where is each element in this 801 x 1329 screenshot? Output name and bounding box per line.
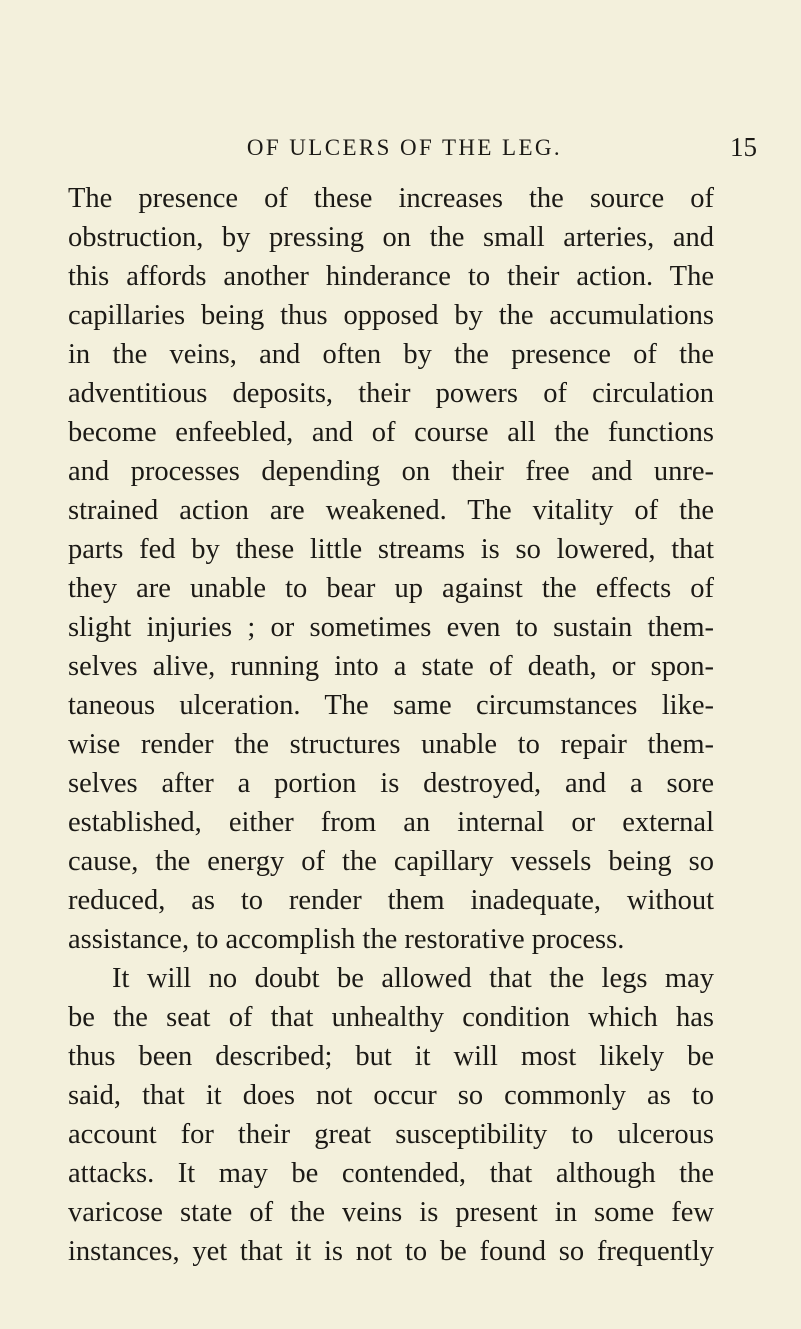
- body-text: [68, 179, 714, 1271]
- text-line: capillaries being thus opposed by the accumulations: [68, 300, 714, 331]
- text-line: become enfeebled, and of course all the functions: [68, 417, 714, 448]
- text-line: be the seat of that unhealthy condition which has: [68, 1002, 714, 1033]
- text-line: in the veins, and often by the presence of the: [68, 339, 714, 370]
- text-line: selves after a portion is destroyed, and a sore: [68, 768, 714, 799]
- text-line: taneous ulceration. The same circumstances like-: [68, 690, 714, 721]
- text-line: established, either from an internal or external: [68, 807, 714, 838]
- text-line: The presence of these increases the source of: [68, 183, 714, 214]
- text-line: thus been described; but it will most likely be: [68, 1041, 714, 1072]
- text-line: instances, yet that it is not to be found so frequently: [68, 1236, 714, 1267]
- text-line: parts fed by these little streams is so lowered, that: [68, 534, 714, 565]
- running-header: [40, 131, 761, 165]
- running-title: OF ULCERS OF THE LEG.: [246, 135, 563, 160]
- text-line: said, that it does not occur so commonly as to: [68, 1080, 714, 1111]
- text-line: this affords another hinderance to their action. The: [68, 261, 714, 292]
- text-line: assistance, to accomplish the restorative process.: [68, 924, 625, 955]
- text-line: attacks. It may be contended, that although the: [68, 1158, 714, 1189]
- text-line: It will no doubt be allowed that the legs may: [112, 963, 714, 994]
- text-line: account for their great susceptibility to ulcerous: [68, 1119, 714, 1150]
- text-line: they are unable to bear up against the effects of: [68, 573, 714, 604]
- text-line: selves alive, running into a state of death, or spon-: [68, 651, 714, 682]
- text-line: slight injuries ; or sometimes even to sustain them-: [68, 612, 714, 643]
- text-line: reduced, as to render them inadequate, without: [68, 885, 714, 916]
- page-number: 15: [730, 132, 757, 162]
- text-line: and processes depending on their free and unre-: [68, 456, 714, 487]
- text-line: strained action are weakened. The vitality of the: [68, 495, 714, 526]
- text-line: adventitious deposits, their powers of circulation: [68, 378, 714, 409]
- text-line: wise render the structures unable to repair them-: [68, 729, 714, 760]
- text-line: varicose state of the veins is present in some few: [68, 1197, 714, 1228]
- text-line: obstruction, by pressing on the small arteries, and: [68, 222, 714, 253]
- text-line: cause, the energy of the capillary vessels being so: [68, 846, 714, 877]
